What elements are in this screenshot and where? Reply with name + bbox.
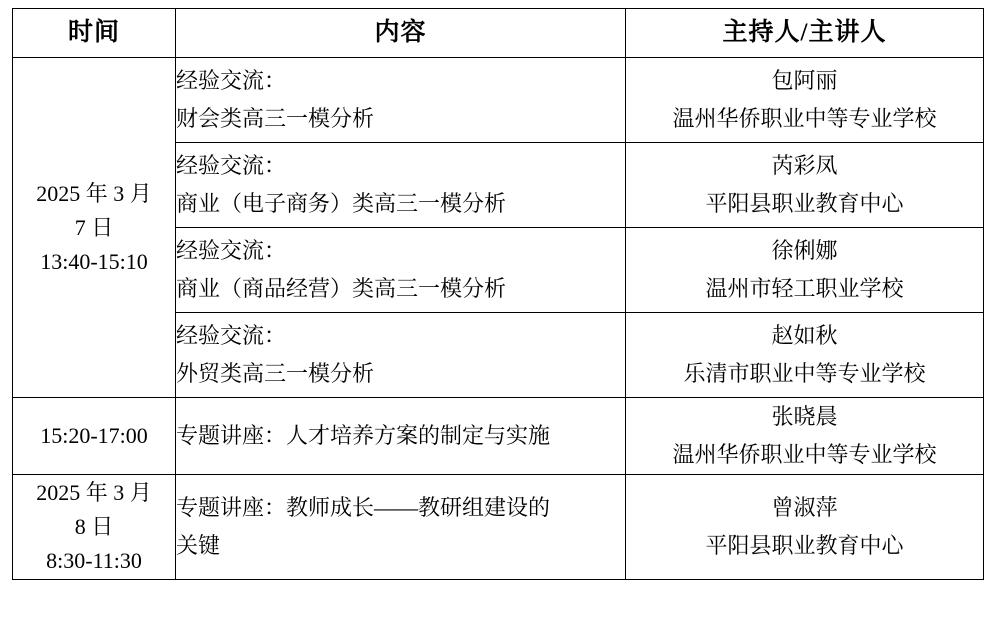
speaker-cell (626, 398, 984, 475)
content-cell (176, 475, 626, 580)
time-line: 8 日 (74, 514, 114, 539)
column-header-time: 时间 (13, 9, 176, 58)
speaker-name: 张晓晨 (771, 404, 838, 429)
time-line: 2025 年 3 月 (36, 480, 152, 505)
time-line: 7 日 (74, 214, 114, 240)
speaker-cell (626, 58, 984, 143)
time-cell (13, 58, 176, 398)
time-line: 2025 年 3 月 (36, 180, 152, 206)
speaker-school: 乐清市职业中等专业学校 (683, 361, 926, 386)
speaker-school: 温州华侨职业中等专业学校 (672, 106, 937, 131)
content-cell (176, 398, 626, 475)
content-line: 经验交流： (176, 68, 287, 93)
content-line: 关键 (176, 533, 221, 558)
time-line: 15:20-17:00 (40, 423, 148, 448)
time-line: 8:30-11:30 (46, 548, 142, 573)
content-line: 经验交流： (176, 323, 287, 348)
table-row (13, 58, 984, 143)
speaker-school: 温州市轻工职业学校 (705, 276, 904, 301)
time-cell (13, 475, 176, 580)
column-header-content: 内容 (176, 9, 626, 58)
table-header (13, 9, 984, 58)
speaker-school: 平阳县职业教育中心 (705, 191, 904, 216)
content-line: 商业（电子商务）类高三一模分析 (176, 191, 507, 216)
content-line: 商业（商品经营）类高三一模分析 (176, 276, 507, 301)
content-line: 经验交流： (176, 153, 287, 178)
content-cell (176, 58, 626, 143)
speaker-name: 包阿丽 (771, 68, 838, 93)
speaker-name: 曾淑萍 (771, 495, 838, 520)
time-line: 13:40-15:10 (40, 248, 148, 274)
time-cell (13, 398, 176, 475)
speaker-school: 平阳县职业教育中心 (705, 533, 904, 558)
table-row (13, 398, 984, 475)
content-cell (176, 143, 626, 228)
speaker-cell (626, 143, 984, 228)
speaker-name: 赵如秋 (771, 323, 838, 348)
content-line: 专题讲座：教师成长——教研组建设的 (176, 495, 551, 520)
content-line: 外贸类高三一模分析 (176, 361, 375, 386)
content-cell (176, 228, 626, 313)
table-row (13, 475, 984, 580)
speaker-name: 芮彩凤 (771, 153, 838, 178)
table-body (13, 58, 984, 580)
speaker-name: 徐俐娜 (771, 238, 838, 263)
table-header-row (13, 9, 984, 58)
schedule-table (12, 8, 984, 580)
content-line: 财会类高三一模分析 (176, 106, 375, 131)
speaker-school: 温州华侨职业中等专业学校 (672, 442, 937, 467)
speaker-cell (626, 228, 984, 313)
content-line: 经验交流： (176, 238, 287, 263)
column-header-speaker: 主持人/主讲人 (626, 9, 984, 58)
content-line: 专题讲座：人才培养方案的制定与实施 (176, 423, 551, 448)
speaker-cell (626, 475, 984, 580)
content-cell (176, 313, 626, 398)
speaker-cell (626, 313, 984, 398)
